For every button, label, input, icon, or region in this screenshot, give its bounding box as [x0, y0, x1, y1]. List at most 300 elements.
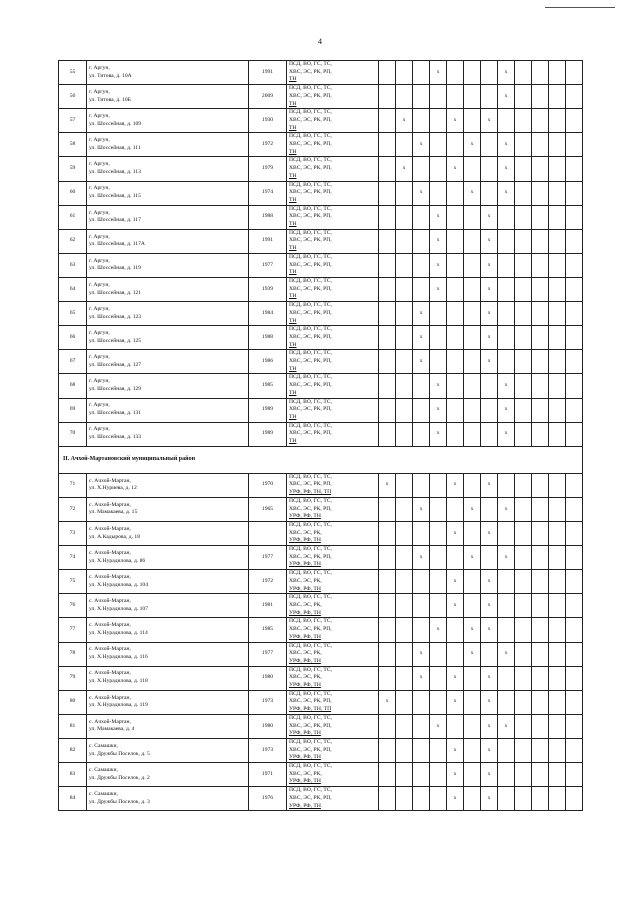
year-built: 1977 [249, 253, 287, 277]
works-line: ПСД, ВО, ГС, ТС, [289, 521, 332, 528]
period-mark [532, 205, 549, 229]
period-mark [481, 85, 498, 109]
works-line: ТН [289, 221, 297, 228]
period-mark [566, 546, 583, 570]
period-mark [379, 253, 396, 277]
period-mark: x [430, 398, 447, 422]
year-built: 1973 [249, 738, 287, 762]
period-mark [532, 497, 549, 521]
works-line: ХВС, ЭС, РК, РП, [289, 68, 332, 75]
period-mark [447, 253, 464, 277]
period-mark [549, 398, 566, 422]
period-mark [515, 618, 532, 642]
row-number: 78 [59, 642, 87, 666]
period-mark [447, 374, 464, 398]
period-mark [413, 205, 430, 229]
address-cell [87, 109, 249, 133]
address-line: г. Аргун, [89, 426, 110, 433]
address-cell [87, 277, 249, 301]
address-line: ул. Шоссейная, д. 125 [89, 337, 142, 344]
works-line: ТН [289, 293, 297, 300]
address-cell [87, 398, 249, 422]
period-mark [549, 763, 566, 787]
address-line: ул. Шоссейная, д. 133 [89, 434, 142, 441]
table-row [59, 85, 583, 109]
period-mark: x [413, 133, 430, 157]
row-number: 75 [59, 570, 87, 594]
period-mark [413, 473, 430, 497]
period-mark [498, 109, 515, 133]
period-mark [515, 787, 532, 811]
period-mark [532, 546, 549, 570]
period-mark [413, 570, 430, 594]
period-mark [566, 594, 583, 618]
period-mark [396, 521, 413, 545]
row-number: 80 [59, 690, 87, 714]
works-line: ХВС, ЭС, РК, РП, [289, 141, 332, 148]
period-mark [549, 109, 566, 133]
period-mark: x [430, 229, 447, 253]
section-title: II. Ачхой-Мартановский муниципальный район [59, 446, 583, 473]
section-2-rows [59, 473, 583, 811]
period-mark: x [413, 546, 430, 570]
address-line: ул. Шоссейная, д. 127 [89, 361, 142, 368]
period-mark [532, 473, 549, 497]
period-mark: x [379, 690, 396, 714]
period-mark: x [396, 109, 413, 133]
period-mark [379, 302, 396, 326]
address-line: ул. Х.Нурадилова, д. 86 [89, 557, 146, 564]
period-mark [396, 618, 413, 642]
period-mark [549, 229, 566, 253]
period-mark [515, 277, 532, 301]
works-line: ТН [289, 365, 297, 372]
period-mark [413, 521, 430, 545]
table-row [59, 157, 583, 181]
year-built: 1977 [249, 642, 287, 666]
period-mark [566, 157, 583, 181]
period-mark: x [430, 422, 447, 446]
works-list [287, 109, 379, 133]
works-line: ТН [289, 269, 297, 276]
period-mark [430, 787, 447, 811]
address-line: ул. Шоссейная, д. 121 [89, 289, 142, 296]
period-mark: x [498, 61, 515, 85]
works-line: ПСД, ВО, ГС, ТС, [289, 326, 332, 333]
period-mark [379, 546, 396, 570]
period-mark [447, 546, 464, 570]
period-mark [396, 714, 413, 738]
period-mark [549, 594, 566, 618]
address-line: г. Аргун, [89, 354, 110, 361]
works-line: УРФ, РФ, ТН [289, 730, 321, 737]
works-line: ТН [289, 317, 297, 324]
period-mark [566, 109, 583, 133]
works-list [287, 594, 379, 618]
period-mark [379, 181, 396, 205]
row-number: 72 [59, 497, 87, 521]
address-line: с. Ачхой-Мартан, [89, 718, 131, 725]
period-mark [515, 763, 532, 787]
period-mark [515, 473, 532, 497]
row-number: 62 [59, 229, 87, 253]
address-line: ул. Х.Нурадилова, д. 116 [89, 654, 148, 661]
table-row [59, 350, 583, 374]
period-mark [481, 422, 498, 446]
period-mark: x [481, 205, 498, 229]
year-built: 1971 [249, 763, 287, 787]
period-mark [447, 642, 464, 666]
period-mark [481, 546, 498, 570]
period-mark [447, 714, 464, 738]
period-mark: x [481, 229, 498, 253]
works-line: ПСД, ВО, ГС, ТС, [289, 205, 332, 212]
period-mark [379, 714, 396, 738]
period-mark [413, 690, 430, 714]
period-mark [447, 133, 464, 157]
period-mark [481, 497, 498, 521]
address-line: ул. Шоссейная, д. 119 [89, 265, 141, 272]
works-line: ПСД, ВО, ГС, ТС, [289, 473, 332, 480]
address-line: ул. Мамакаева, д. 4 [89, 726, 135, 733]
period-mark [430, 350, 447, 374]
period-mark: x [430, 205, 447, 229]
period-mark [396, 546, 413, 570]
works-line: УРФ, РФ, ТН [289, 754, 321, 761]
period-mark [481, 133, 498, 157]
period-mark: x [481, 666, 498, 690]
table-row [59, 374, 583, 398]
works-line: ХВС, ЭС, РК, РП, [289, 626, 332, 633]
works-line: ПСД, ВО, ГС, ТС, [289, 690, 332, 697]
works-line: ХВС, ЭС, РК, [289, 674, 322, 681]
period-mark [566, 277, 583, 301]
period-mark: x [447, 666, 464, 690]
works-line: УРФ, РФ, ТН [289, 802, 321, 809]
period-mark: x [447, 787, 464, 811]
period-mark [566, 302, 583, 326]
period-mark: x [464, 133, 481, 157]
period-mark [549, 787, 566, 811]
address-cell [87, 738, 249, 762]
period-mark [566, 422, 583, 446]
works-line: УРФ, РФ, ТН, ТП [289, 706, 332, 713]
row-number: 63 [59, 253, 87, 277]
works-line: ПСД, ВО, ГС, ТС, [289, 133, 332, 140]
address-line: с. Ачхой-Мартан, [89, 574, 131, 581]
period-mark: x [481, 326, 498, 350]
works-line: ПСД, ВО, ГС, ТС, [289, 157, 332, 164]
table-row [59, 398, 583, 422]
address-line: г. Аргун, [89, 88, 110, 95]
address-cell [87, 594, 249, 618]
address-line: с. Ачхой-Мартан, [89, 501, 131, 508]
period-mark [481, 157, 498, 181]
period-mark: x [396, 157, 413, 181]
works-line: ХВС, ЭС, РК, РП, [289, 722, 332, 729]
period-mark: x [447, 570, 464, 594]
period-mark [413, 787, 430, 811]
works-line: ПСД, ВО, ГС, ТС, [289, 642, 332, 649]
period-mark [549, 277, 566, 301]
period-mark [447, 302, 464, 326]
address-cell [87, 787, 249, 811]
works-line: ПСД, ВО, ГС, ТС, [289, 398, 332, 405]
period-mark [430, 302, 447, 326]
period-mark [430, 109, 447, 133]
works-list [287, 302, 379, 326]
period-mark [413, 229, 430, 253]
period-mark [566, 85, 583, 109]
period-mark [396, 473, 413, 497]
period-mark [413, 157, 430, 181]
address-line: с. Ачхой-Мартан, [89, 477, 131, 484]
year-built: 1984 [249, 302, 287, 326]
address-line: ул. Шоссейная, д. 131 [89, 410, 142, 417]
works-list [287, 85, 379, 109]
address-line: с. Ачхой-Мартан, [89, 525, 131, 532]
period-mark [396, 374, 413, 398]
period-mark [515, 398, 532, 422]
period-mark [396, 277, 413, 301]
period-mark: x [413, 642, 430, 666]
year-built: 1939 [249, 277, 287, 301]
works-line: ХВС, ЭС, РК, РП, [289, 261, 332, 268]
period-mark: x [481, 521, 498, 545]
period-mark [532, 690, 549, 714]
period-mark [379, 109, 396, 133]
works-line: ХВС, ЭС, РК, РП, [289, 698, 332, 705]
works-list [287, 473, 379, 497]
period-mark [396, 133, 413, 157]
row-number: 68 [59, 374, 87, 398]
address-line: ул. Х.Нуриева, д. 12 [89, 485, 137, 492]
period-mark [481, 181, 498, 205]
period-mark [532, 350, 549, 374]
works-list [287, 422, 379, 446]
period-mark: x [447, 521, 464, 545]
period-mark [566, 181, 583, 205]
period-mark [515, 690, 532, 714]
period-mark [566, 253, 583, 277]
period-mark: x [498, 546, 515, 570]
period-mark [498, 302, 515, 326]
works-list [287, 133, 379, 157]
period-mark [430, 763, 447, 787]
table-row [59, 594, 583, 618]
address-line: ул. Шоссейная, д. 129 [89, 385, 142, 392]
section-2-header [59, 446, 583, 473]
works-list [287, 521, 379, 545]
period-mark [379, 326, 396, 350]
period-mark: x [413, 181, 430, 205]
period-mark: x [481, 618, 498, 642]
works-line: УРФ, РФ, ТН [289, 633, 321, 640]
year-built: 1974 [249, 181, 287, 205]
period-mark [430, 738, 447, 762]
period-mark [549, 157, 566, 181]
period-mark [379, 157, 396, 181]
year-built: 1980 [249, 666, 287, 690]
address-cell [87, 642, 249, 666]
address-cell [87, 61, 249, 85]
address-line: ул. Шоссейная, д. 115 [89, 193, 141, 200]
period-mark [515, 229, 532, 253]
period-mark [532, 181, 549, 205]
table-row [59, 497, 583, 521]
works-line: ХВС, ЭС, РК, РП, [289, 237, 332, 244]
period-mark [379, 374, 396, 398]
period-mark [532, 398, 549, 422]
period-mark [549, 302, 566, 326]
period-mark [532, 85, 549, 109]
period-mark: x [481, 109, 498, 133]
period-mark [379, 642, 396, 666]
period-mark [413, 738, 430, 762]
works-line: ПСД, ВО, ГС, ТС, [289, 374, 332, 381]
table-row [59, 521, 583, 545]
period-mark: x [447, 594, 464, 618]
period-mark [532, 61, 549, 85]
period-mark [430, 570, 447, 594]
works-line: ХВС, ЭС, РК, РП, [289, 333, 332, 340]
period-mark [498, 570, 515, 594]
address-cell [87, 690, 249, 714]
period-mark [447, 422, 464, 446]
period-mark [532, 326, 549, 350]
period-mark [566, 133, 583, 157]
works-list [287, 642, 379, 666]
year-built: 1976 [249, 787, 287, 811]
works-line: ПСД, ВО, ГС, ТС, [289, 666, 332, 673]
year-built: 1989 [249, 398, 287, 422]
period-mark: x [430, 374, 447, 398]
works-line: ПСД, ВО, ГС, ТС, [289, 546, 332, 553]
works-line: УРФ, РФ, ТН [289, 537, 321, 544]
section-1-rows [59, 61, 583, 447]
address-line: с. Ачхой-Мартан, [89, 646, 131, 653]
period-mark [447, 497, 464, 521]
works-line: УРФ, РФ, ТН [289, 561, 321, 568]
year-built: 1985 [249, 618, 287, 642]
period-mark: x [430, 277, 447, 301]
period-mark [549, 133, 566, 157]
period-mark [430, 157, 447, 181]
period-mark [549, 253, 566, 277]
address-cell [87, 714, 249, 738]
period-mark [498, 253, 515, 277]
address-cell [87, 763, 249, 787]
period-mark [413, 763, 430, 787]
address-cell [87, 157, 249, 181]
works-line: ТН [289, 413, 297, 420]
period-mark [379, 618, 396, 642]
period-mark [447, 181, 464, 205]
works-line: УРФ, РФ, ТН [289, 609, 321, 616]
period-mark [498, 763, 515, 787]
period-mark [430, 546, 447, 570]
period-mark [464, 326, 481, 350]
period-mark [396, 229, 413, 253]
works-line: ПСД, ВО, ГС, ТС, [289, 229, 332, 236]
period-mark [532, 763, 549, 787]
works-line: ТН [289, 341, 297, 348]
address-line: ул. Шоссейная, д. 113 [89, 168, 141, 175]
period-mark: x [413, 666, 430, 690]
period-mark [464, 253, 481, 277]
period-mark: x [464, 642, 481, 666]
works-list [287, 398, 379, 422]
works-line: ХВС, ЭС, РК, РП, [289, 553, 332, 560]
period-mark: x [498, 497, 515, 521]
period-mark [515, 85, 532, 109]
row-number: 71 [59, 473, 87, 497]
period-mark [549, 546, 566, 570]
works-line: ТН [289, 438, 297, 445]
period-mark: x [413, 350, 430, 374]
address-cell [87, 546, 249, 570]
works-line: ТН [289, 172, 297, 179]
period-mark [532, 374, 549, 398]
table-row [59, 738, 583, 762]
works-list [287, 763, 379, 787]
works-list [287, 497, 379, 521]
period-mark [549, 497, 566, 521]
period-mark [447, 398, 464, 422]
period-mark [566, 738, 583, 762]
table-row [59, 787, 583, 811]
row-number: 55 [59, 61, 87, 85]
works-line: ХВС, ЭС, РК, РП, [289, 505, 332, 512]
period-mark [566, 205, 583, 229]
works-line: УРФ, РФ, ТН [289, 513, 321, 520]
year-built: 1972 [249, 133, 287, 157]
period-mark [413, 61, 430, 85]
address-line: г. Аргун, [89, 233, 110, 240]
period-mark [549, 666, 566, 690]
address-line: с. Ачхой-Мартан, [89, 622, 131, 629]
period-mark [379, 277, 396, 301]
period-mark [498, 787, 515, 811]
period-mark [464, 61, 481, 85]
period-mark [396, 205, 413, 229]
period-mark [413, 277, 430, 301]
period-mark [566, 374, 583, 398]
address-line: ул. Дружбы Поселок, д. 3 [89, 798, 150, 805]
table-row [59, 666, 583, 690]
period-mark [549, 422, 566, 446]
period-mark [396, 85, 413, 109]
table-row [59, 546, 583, 570]
period-mark [532, 157, 549, 181]
address-cell [87, 181, 249, 205]
period-mark [498, 350, 515, 374]
period-mark [498, 521, 515, 545]
period-mark [532, 666, 549, 690]
period-mark [498, 277, 515, 301]
year-built: 1977 [249, 546, 287, 570]
table-row [59, 714, 583, 738]
period-mark [464, 205, 481, 229]
works-line: УРФ, РФ, ТН [289, 778, 321, 785]
address-line: с. Ачхой-Мартан, [89, 549, 131, 556]
period-mark: x [464, 546, 481, 570]
address-cell [87, 253, 249, 277]
address-line: г. Аргун, [89, 209, 110, 216]
period-mark [532, 642, 549, 666]
period-mark [396, 787, 413, 811]
row-number: 61 [59, 205, 87, 229]
